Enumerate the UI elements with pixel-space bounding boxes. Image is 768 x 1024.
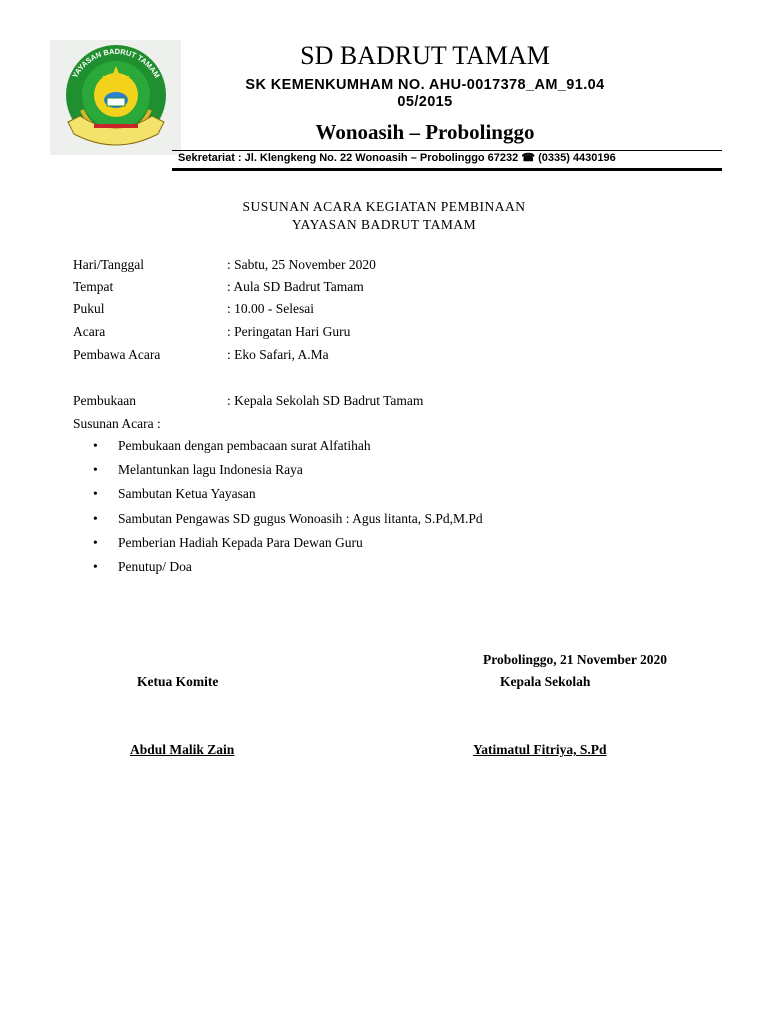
- agenda-heading: Susunan Acara :: [73, 416, 161, 431]
- sk-line-2: 05/2015: [397, 94, 453, 110]
- agenda-item: • Penutup/ Doa: [93, 558, 483, 582]
- agenda-item: • Sambutan Pengawas SD gugus Wonoasih : Agus litanta, S.Pd,M.Pd: [93, 510, 483, 534]
- place-date: Probolinggo, 21 November 2020: [483, 652, 667, 667]
- header-rule-thick: [172, 168, 722, 171]
- detail-label-time: Pukul: [73, 301, 105, 316]
- logo-arc-text: YAYASAN BADRUT TAMAM: [70, 46, 162, 80]
- address-line: Sekretariat : Jl. Klengkeng No. 22 Wonoasih – Probolinggo 67232 ☎ (0335) 4430196: [178, 152, 616, 164]
- detail-value-place: : Aula SD Badrut Tamam: [227, 279, 364, 294]
- school-logo: [50, 40, 181, 155]
- detail-value-time: : 10.00 - Selesai: [227, 301, 314, 316]
- agenda-item: • Sambutan Ketua Yayasan: [93, 485, 483, 509]
- detail-value-date: : Sabtu, 25 November 2020: [227, 257, 376, 272]
- left-role: Ketua Komite: [137, 674, 219, 689]
- opening-label: Pembukaan: [73, 393, 136, 408]
- right-role: Kepala Sekolah: [500, 674, 591, 689]
- opening-value: : Kepala Sekolah SD Badrut Tamam: [227, 393, 424, 408]
- agenda-item: • Pembukaan dengan pembacaan surat Alfatihah: [93, 437, 483, 461]
- agenda-item: • Melantunkan lagu Indonesia Raya: [93, 461, 483, 485]
- agenda-item: • Pemberian Hadiah Kepada Para Dewan Guru: [93, 534, 483, 558]
- document-title-line-2: YAYASAN BADRUT TAMAM: [291, 217, 477, 232]
- document-title-line-1: SUSUNAN ACARA KEGIATAN PEMBINAAN: [242, 199, 526, 214]
- school-name: SD BADRUT TAMAM: [300, 41, 550, 70]
- right-signatory-name: Yatimatul Fitriya, S.Pd: [473, 742, 607, 757]
- detail-label-place: Tempat: [73, 279, 114, 294]
- detail-value-mc: : Eko Safari, A.Ma: [227, 347, 329, 362]
- agenda-list: [93, 437, 483, 582]
- city-line: Wonoasih – Probolinggo: [315, 120, 535, 144]
- left-signatory-name: Abdul Malik Zain: [130, 742, 235, 757]
- sk-number: [180, 77, 670, 111]
- detail-label-date: Hari/Tanggal: [73, 257, 145, 272]
- detail-value-event: : Peringatan Hari Guru: [227, 324, 351, 339]
- detail-label-mc: Pembawa Acara: [73, 347, 161, 362]
- detail-label-event: Acara: [73, 324, 106, 339]
- sk-line-1: SK KEMENKUMHAM NO. AHU-0017378_AM_91.04: [245, 77, 605, 93]
